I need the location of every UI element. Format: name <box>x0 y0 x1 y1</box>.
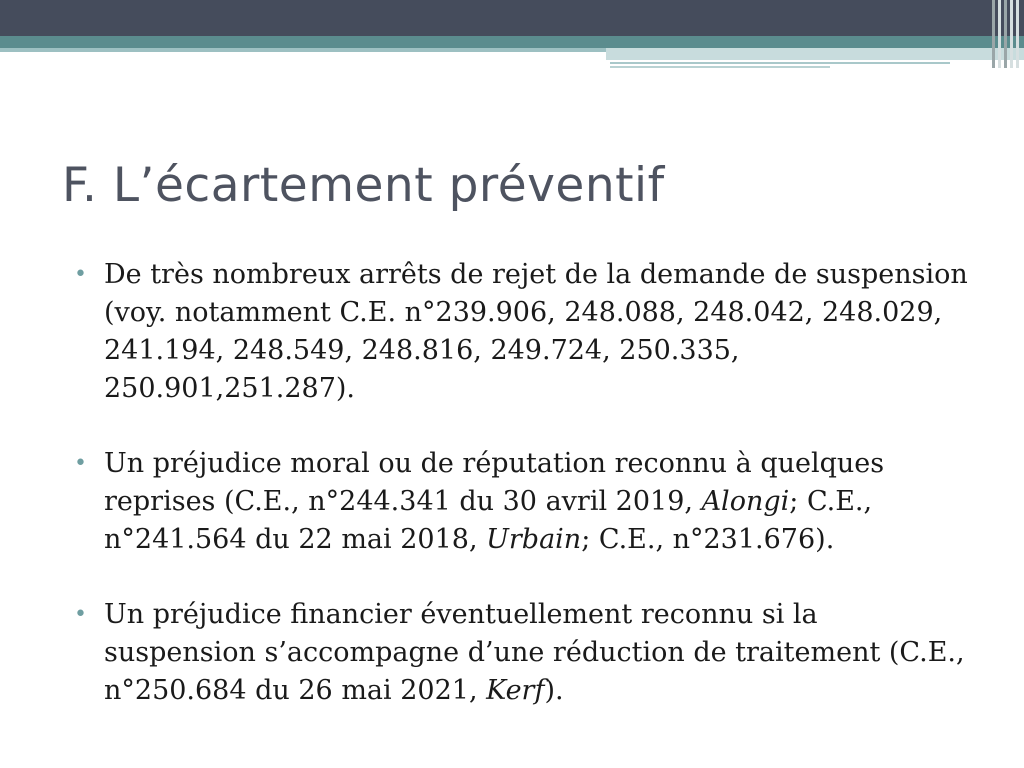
case-name: Alongi <box>701 486 790 517</box>
header-decor-line <box>610 62 950 64</box>
header-bar <box>0 0 1024 36</box>
header-accent-light <box>0 48 606 52</box>
bullet-text: De très nombreux arrêts de rejet de la demande de suspension (voy. notamment C.E. n°239.906, 248.088, 248.042, 248.029, 241.194, 248.549, 248.816, 249.724, 250.335, 250.901,251.287). <box>104 259 968 404</box>
header-stripe <box>1010 0 1013 68</box>
bullet-item <box>72 596 972 710</box>
header-accent-band <box>0 36 1024 48</box>
header-stripe <box>992 0 995 68</box>
header-stripes <box>990 0 1024 68</box>
case-name: Urbain <box>486 524 582 555</box>
case-name: Kerf <box>486 675 545 706</box>
bullet-text: ; C.E., n°231.676). <box>581 524 835 555</box>
slide-title: F. L’écartement préventif <box>62 158 665 213</box>
header-stripe <box>1004 0 1007 68</box>
bullet-text: ). <box>544 675 564 706</box>
header-stripe <box>998 0 1001 68</box>
header-accent-right <box>606 48 1024 60</box>
bullet-item <box>72 445 972 559</box>
bullet-text: Un préjudice financier éventuellement reconnu si la suspension s’accompagne d’une réduction de traitement (C.E., n°250.684 du 26 mai 2021, <box>104 599 965 706</box>
header-decor-line-short <box>610 66 830 68</box>
bullet-item <box>72 256 972 408</box>
bullet-list <box>72 256 972 747</box>
bullet-text: Un préjudice moral ou de réputation reconnu à quelques reprises (C.E., n°244.341 du 30 avril 2019, <box>104 448 885 517</box>
header-stripe <box>1016 0 1019 68</box>
bullet-text: ; C.E., n°241.564 du 22 mai 2018, <box>104 486 873 555</box>
